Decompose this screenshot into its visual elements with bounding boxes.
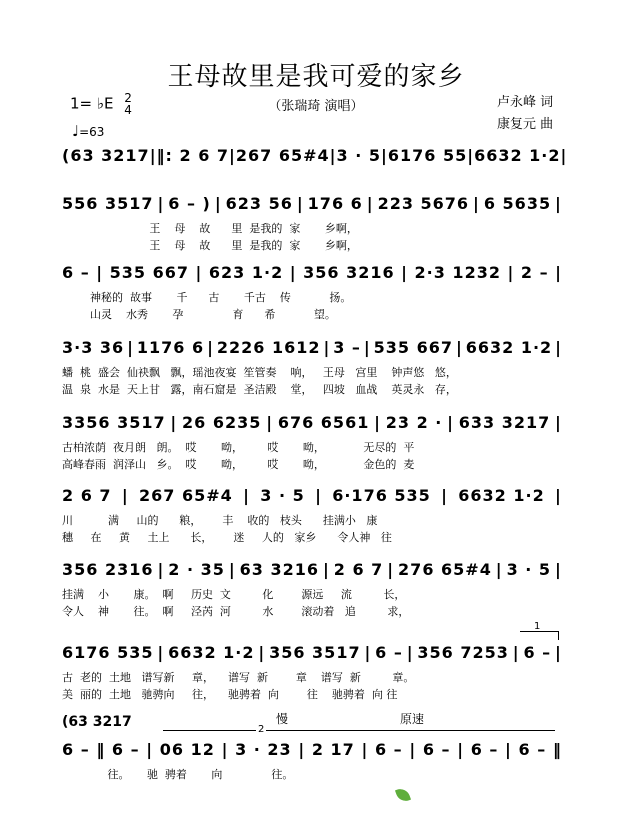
- score-row-6: [62, 486, 562, 546]
- measure: 6 –: [375, 643, 403, 662]
- notation-line: 356 2316 | 2 · 35 | 63 3216 | 2 6 7 | 276 65#4 | 3 · 5 |: [62, 560, 562, 586]
- lyric-verse-1: 神秘的 故事 千 古 千古 传 扬。: [62, 291, 352, 304]
- measure: 6632 1·2: [458, 486, 545, 505]
- measure: 6176 55: [387, 146, 468, 165]
- score-row-5: [62, 413, 562, 473]
- measure: 3 · 23: [235, 740, 292, 759]
- measure: 3 –: [333, 338, 361, 357]
- measure: 276 65#4: [398, 560, 492, 579]
- tempo-value: =63: [79, 125, 105, 139]
- measure: 676 6561: [277, 413, 370, 432]
- measure: 3 · 5: [260, 486, 305, 505]
- lyric-verse-1: 王 母 故 里 是我的 家 乡啊，: [62, 222, 358, 235]
- score-row-4: [62, 338, 562, 398]
- lyric-verse-2: 穗 在 黄 土上 长， 迷 人的 家乡 令人神 往: [62, 531, 392, 544]
- lyric-verse-1: 古柏浓荫 夜月朗 朗。 哎 呦， 哎 呦， 无尽的 平: [62, 441, 415, 454]
- measure: 3356 3517: [62, 413, 166, 432]
- measure: 2·3 1232: [414, 263, 501, 282]
- measure: 6632 1·2: [168, 643, 255, 662]
- key-label: 1= ♭E: [70, 94, 114, 113]
- measure: 6632 1·2: [474, 146, 561, 165]
- volta-1-label: 1: [534, 621, 541, 632]
- measure: 356 3517: [269, 643, 361, 662]
- measure: 26 6235: [182, 413, 262, 432]
- notation-line: 2 6 7 | 267 65#4 | 3 · 5 | 6·176 535 | 6632 1·2 |: [62, 486, 562, 512]
- lyric-verse-1: 蟠 桃 盛会 仙袂飘 飘，瑶池夜宴 笙管奏 响， 王母 宫里 钟声悠 悠，: [62, 366, 457, 379]
- notation-line: 556 3517 | 6 – ) | 623 56 | 176 6 | 223 5676 | 6 5635 |: [62, 194, 562, 220]
- measure: 3·3 36: [62, 338, 125, 357]
- measure: 633 3217: [458, 413, 551, 432]
- notation-line: 6 – | 535 667 | 623 1·2 | 356 3216 | 2·3 1232 | 2 – |: [62, 263, 562, 289]
- measure: 6 5635: [483, 194, 552, 213]
- lyric-verse-1: 挂满 小 康。 啊 历史 文 化 源远 流 长，: [62, 588, 406, 601]
- page-title: 王母故里是我可爱的家乡: [167, 62, 465, 92]
- composer-credit: 康复元 曲: [497, 117, 554, 132]
- coda-pickup: (63 3217: [62, 714, 132, 730]
- lyric-verse-1: 往。 驰 骋着 向 往。: [62, 768, 294, 781]
- lyricist-credit: 卢永峰 词: [497, 95, 554, 110]
- measure: 3 · 5: [336, 146, 381, 165]
- measure: 267 65#4: [235, 146, 330, 165]
- measure: (63 3217: [62, 146, 150, 165]
- time-top: 2: [124, 91, 132, 105]
- score-row-7: [62, 560, 562, 620]
- measure: 6 –: [518, 740, 547, 759]
- measure: 356 2316: [62, 560, 154, 579]
- score-row-1: [62, 146, 568, 172]
- tempo-slow: 慢: [276, 712, 289, 726]
- lyric-verse-1: 古 老的 土地 谱写新 章， 谱写 新 章 谱写 新 章。: [62, 671, 415, 684]
- notation-line: 3·3 36 | 1176 6 | 2226 1612 | 3 – | 535 667 | 6632 1·2 |: [62, 338, 562, 364]
- measure: 2 · 35: [168, 560, 225, 579]
- lyric-verse-2: 高峰春雨 润泽山 乡。 哎 呦， 哎 呦， 金色的 麦: [62, 458, 415, 471]
- lyric-verse-2: 令人 神 往。 啊 泾芮 河 水 滚动着 追 求，: [62, 605, 410, 618]
- measure: 623 56: [225, 194, 293, 213]
- measure: 6·176 535: [332, 486, 431, 505]
- measure: 1176 6: [136, 338, 205, 357]
- measure: 176 6: [307, 194, 363, 213]
- measure: 23 2 ·: [385, 413, 443, 432]
- measure: 6 –: [422, 740, 451, 759]
- measure: 63 3216: [239, 560, 319, 579]
- measure: 2 6 7: [333, 560, 384, 579]
- measure: 2 –: [520, 263, 549, 282]
- notation-line: 6 – ‖ 6 – | 06 12 | 3 · 23 | 2 17 | 6 – | 6 – | 6 – | 6 – ‖: [62, 740, 562, 766]
- tempo-marking: [72, 122, 104, 140]
- measure: 2 6 7: [62, 486, 112, 505]
- measure: 6632 1·2: [465, 338, 553, 357]
- lyric-verse-2: 温 泉 水是 天上甘 露，南石窟是 圣洁殿 堂， 四坡 血战 英灵永 存，: [62, 383, 457, 396]
- measure: 6 – ): [168, 194, 211, 213]
- volta-2-label: 2: [258, 724, 265, 735]
- measure: ‖: 2 6 7: [156, 146, 230, 165]
- lyric-verse-2: 美 丽的 土地 驰骋向 往， 驰骋着 向 往 驰骋着 向 往: [62, 688, 398, 701]
- singer-credit: （张瑞琦 演唱）: [268, 99, 364, 114]
- measure: 6 –: [62, 263, 90, 282]
- lyric-verse-1: 川 满 山的 粮， 丰 收的 枝头 挂满小 康: [62, 514, 378, 527]
- measure: 2 17: [311, 740, 355, 759]
- score-row-8: [62, 643, 562, 703]
- measure: ‖ 6 –: [96, 740, 140, 759]
- measure: 6 –: [374, 740, 403, 759]
- lyric-verse-2: 王 母 故 里 是我的 家 乡啊，: [62, 239, 358, 252]
- measure: 556 3517: [62, 194, 154, 213]
- measure: 267 65#4: [139, 486, 233, 505]
- volta-2-bracket: [163, 730, 555, 731]
- score-row-2: [62, 194, 562, 254]
- measure: 6176 535: [62, 643, 154, 662]
- measure: 6 –: [523, 643, 552, 662]
- measure: 2226 1612: [216, 338, 321, 357]
- notation-line: 6176 535 | 6632 1·2 | 356 3517 | 6 – | 356 7253 | 6 – |: [62, 643, 562, 669]
- measure: 535 667: [109, 263, 189, 282]
- measure: 535 667: [373, 338, 454, 357]
- measure: 223 5676: [377, 194, 470, 213]
- quarter-note-icon: ♩: [72, 122, 80, 140]
- measure: 356 7253: [417, 643, 509, 662]
- measure: 356 3216: [303, 263, 395, 282]
- measure: 623 1·2: [208, 263, 284, 282]
- notation-line: (63 3217 | ‖: 2 6 7 | 267 65#4 | 3 · 5 | 6176 55 | 6632 1·2 |: [62, 146, 562, 172]
- notation-line: 3356 3517 | 26 6235 | 676 6561 | 23 2 · | 633 3217 |: [62, 413, 562, 439]
- tempo-original: 原速: [400, 712, 425, 726]
- leaf-icon: [395, 786, 411, 803]
- time-bottom: 4: [124, 103, 132, 117]
- measure: 3 · 5: [506, 560, 552, 579]
- volta-1-bracket: [520, 631, 559, 640]
- lyric-verse-2: 山灵 水秀 孕 育 希 望。: [62, 308, 336, 321]
- score-row-9: [62, 740, 562, 783]
- measure: 6 –: [62, 740, 90, 759]
- measure: 06 12: [159, 740, 215, 759]
- score-row-3: [62, 263, 562, 323]
- measure: 6 –: [470, 740, 499, 759]
